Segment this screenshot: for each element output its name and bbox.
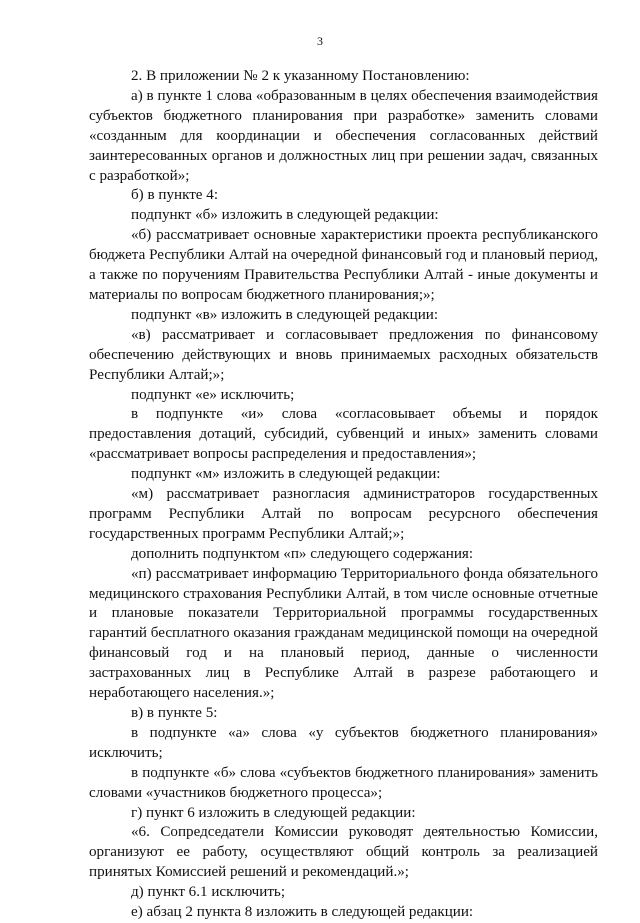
paragraph-subitem-m-instruction: подпункт «м» изложить в следующей редакции: [131,466,441,483]
document-body [89,67,598,923]
paragraph-subitem-v-instruction: подпункт «в» изложить в следующей редакции: [131,306,439,323]
paragraph-subitem-i-replace: в подпункте «и» слова «согласовывает объемы и порядок предоставления дотаций, субсидий, субвенций и иных» заменить словами «рассматривает вопросы распределения и предоставления»; [89,406,598,463]
paragraph-item-a: а) в пункте 1 слова «образованным в целях обеспечения взаимодействия субъектов бюджетного планирования при разработке» заменить словами «созданным для координации и обеспечения согласованных действий заинтересованных органов и должностных лиц при решении задач, связанных с разработкой»; [89,87,598,184]
paragraph-item-e: е) абзац 2 пункта 8 изложить в следующей редакции: [131,904,474,921]
paragraph-item-g: г) пункт 6 изложить в следующей редакции: [131,804,416,821]
paragraph-subitem-p-instruction: дополнить подпунктом «п» следующего содержания: [131,545,474,562]
paragraph-item-g-text: «6. Сопредседатели Комиссии руководят деятельностью Комиссии, организуют ее работу, осуществляют общий контроль за реализацией принятых Комиссией решений и рекомендаций.»; [89,824,598,881]
paragraph-subitem-b-text: «б) рассматривает основные характеристики проекта республиканского бюджета Республики Алтай на очередной финансовый год и плановый период, а также по поручениям Правительства Республики Алтай - иные документы и материалы по вопросам бюджетного планирования;»; [89,227,598,303]
page-number: 3 [317,34,323,48]
paragraph-subitem-e-exclude: подпункт «е» исключить; [131,386,295,403]
paragraph-subitem-b-instruction: подпункт «б» изложить в следующей редакции: [131,207,439,224]
paragraph-subitem-m-text: «м) рассматривает разногласия администраторов государственных программ Республики Алтай по вопросам ресурсного обеспечения государственных программ Республики Алтай;»; [89,486,598,542]
paragraph-item-b: б) в пункте 4: [131,187,219,204]
paragraph-item-v-subitem-a: в подпункте «а» слова «у субъектов бюджетного планирования» исключить; [89,724,598,761]
paragraph-item-v-subitem-b: в подпункте «б» слова «субъектов бюджетного планирования» заменить словами «участников бюджетного процесса»; [89,764,598,801]
paragraph-subitem-p-text: «п) рассматривает информацию Территориального фонда обязательного медицинского страхования Республики Алтай, в том числе основные отчетные и плановые показатели Территориальной программы государственных гарантий бесплатного оказания гражданам медицинской помощи на очередной финансовый год и на плановый период, данные о численности застрахованных лиц в Республике Алтай в разрезе работающего и неработающего населения.»; [89,565,598,702]
paragraph-item-d: д) пункт 6.1 исключить; [131,884,286,901]
paragraph-subitem-v-text: «в) рассматривает и согласовывает предложения по финансовому обеспечению действующих и вновь принимаемых расходных обязательств Республики Алтай;»; [89,326,598,383]
paragraph-appendix-2: 2. В приложении № 2 к указанному Постановлению: [131,68,470,84]
paragraph-item-v: в) в пункте 5: [131,705,218,721]
